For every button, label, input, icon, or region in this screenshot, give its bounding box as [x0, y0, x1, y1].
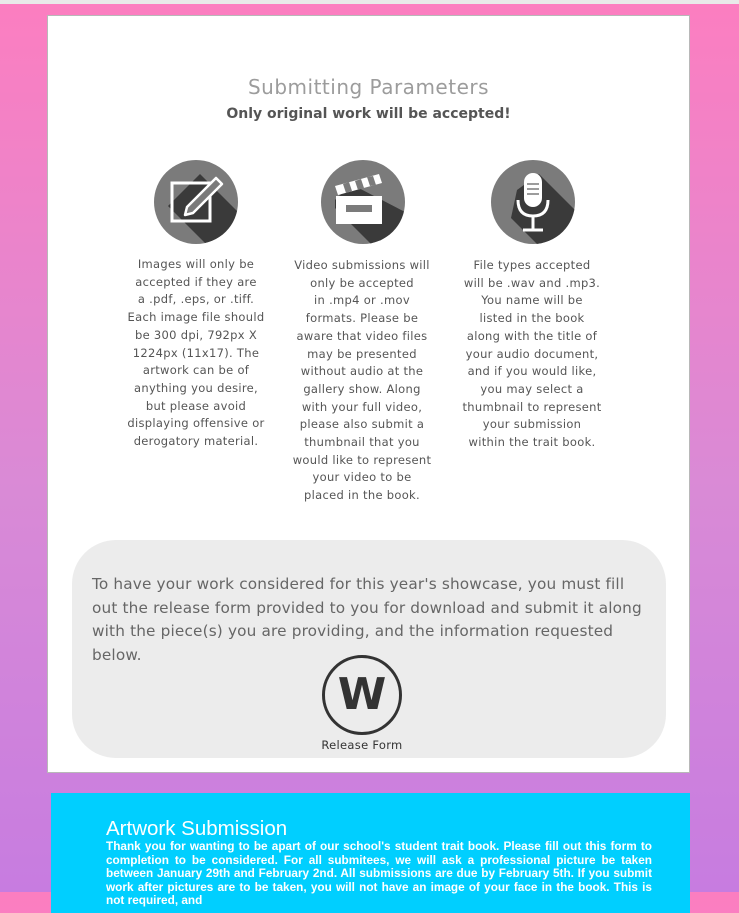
- requirement-line: only be accepted: [310, 275, 414, 290]
- release-notice-text: To have your work considered for this year's showcase, you must fill out the release form provided to you for download and submit it along with the piece(s) you are providing, and the information requested below.: [92, 575, 642, 664]
- release-form-link[interactable]: Release Form: [321, 738, 403, 752]
- requirement-line: your submission: [482, 417, 582, 432]
- section-subtitle: Only original work will be accepted!: [226, 106, 511, 122]
- requirement-line: anything you desire,: [134, 380, 258, 395]
- requirement-line: but please avoid: [145, 398, 247, 413]
- requirement-line: formats. Please be: [305, 311, 419, 326]
- images-requirements: [120, 256, 272, 451]
- requirement-line: along with the title of: [466, 328, 598, 343]
- clapperboard-icon: [321, 160, 405, 244]
- requirement-line: your audio document,: [465, 346, 599, 361]
- section-title: Submitting Parameters: [247, 75, 490, 99]
- requirement-line: 1224px (11x17). The: [132, 345, 260, 360]
- artwork-submission-text: Thank you for wanting to be apart of our school's student trait book. Please fill out this form to completion to be considered. For all submitees, we will ask a professional picture be taken between January 29th and February 2nd. All submissions are due by February 5th. If you submit work after pictures are to be taken, you will not have an image of your face in the book. This is not required, and: [106, 839, 652, 908]
- browser-top-strip: [0, 0, 739, 4]
- submitting-parameters-card: [47, 15, 690, 773]
- requirement-line: Images will only be: [137, 257, 255, 271]
- release-notice-box: [72, 540, 666, 758]
- audio-requirements: [456, 257, 608, 452]
- requirement-line: may be presented: [307, 346, 417, 361]
- requirement-line: listed in the book: [479, 311, 585, 326]
- requirement-line: with your full video,: [301, 399, 423, 414]
- requirement-line: Each image file should: [127, 310, 265, 325]
- requirement-line: will be .wav and .mp3.: [463, 275, 601, 290]
- edit-image-icon: [154, 160, 238, 244]
- requirement-line: artwork can be of: [142, 363, 250, 378]
- requirement-line: please also submit a: [299, 417, 425, 432]
- requirement-line: and if you would like,: [467, 364, 597, 379]
- requirement-line: would like to represent: [292, 452, 432, 467]
- requirement-line: accepted if they are: [135, 274, 257, 289]
- requirement-line: Video submissions will: [294, 258, 430, 272]
- microphone-icon: [491, 160, 575, 244]
- word-document-icon[interactable]: W: [322, 655, 402, 735]
- requirement-line: your video to be: [312, 470, 412, 485]
- requirement-line: You name will be: [481, 293, 583, 308]
- requirement-line: aware that video files: [296, 328, 428, 343]
- requirement-line: a .pdf, .eps, or .tiff.: [137, 292, 255, 307]
- requirement-line: thumbnail that you: [304, 435, 420, 450]
- requirement-line: placed in the book.: [304, 488, 420, 503]
- requirement-line: in .mp4 or .mov: [314, 293, 410, 308]
- requirement-line: gallery show. Along: [303, 381, 421, 396]
- artwork-submission-section: [51, 793, 690, 913]
- requirement-line: within the trait book.: [468, 435, 596, 450]
- requirement-line: derogatory material.: [133, 434, 259, 449]
- artwork-submission-title: Artwork Submission: [106, 817, 288, 840]
- requirement-line: you may select a: [480, 381, 584, 396]
- requirement-line: displaying offensive or: [127, 416, 265, 431]
- requirement-line: without audio at the: [300, 364, 424, 379]
- video-requirements: [286, 257, 438, 505]
- requirement-line: be 300 dpi, 792px X: [134, 327, 258, 342]
- requirement-line: thumbnail to represent: [462, 399, 602, 414]
- requirement-line: File types accepted: [473, 258, 591, 272]
